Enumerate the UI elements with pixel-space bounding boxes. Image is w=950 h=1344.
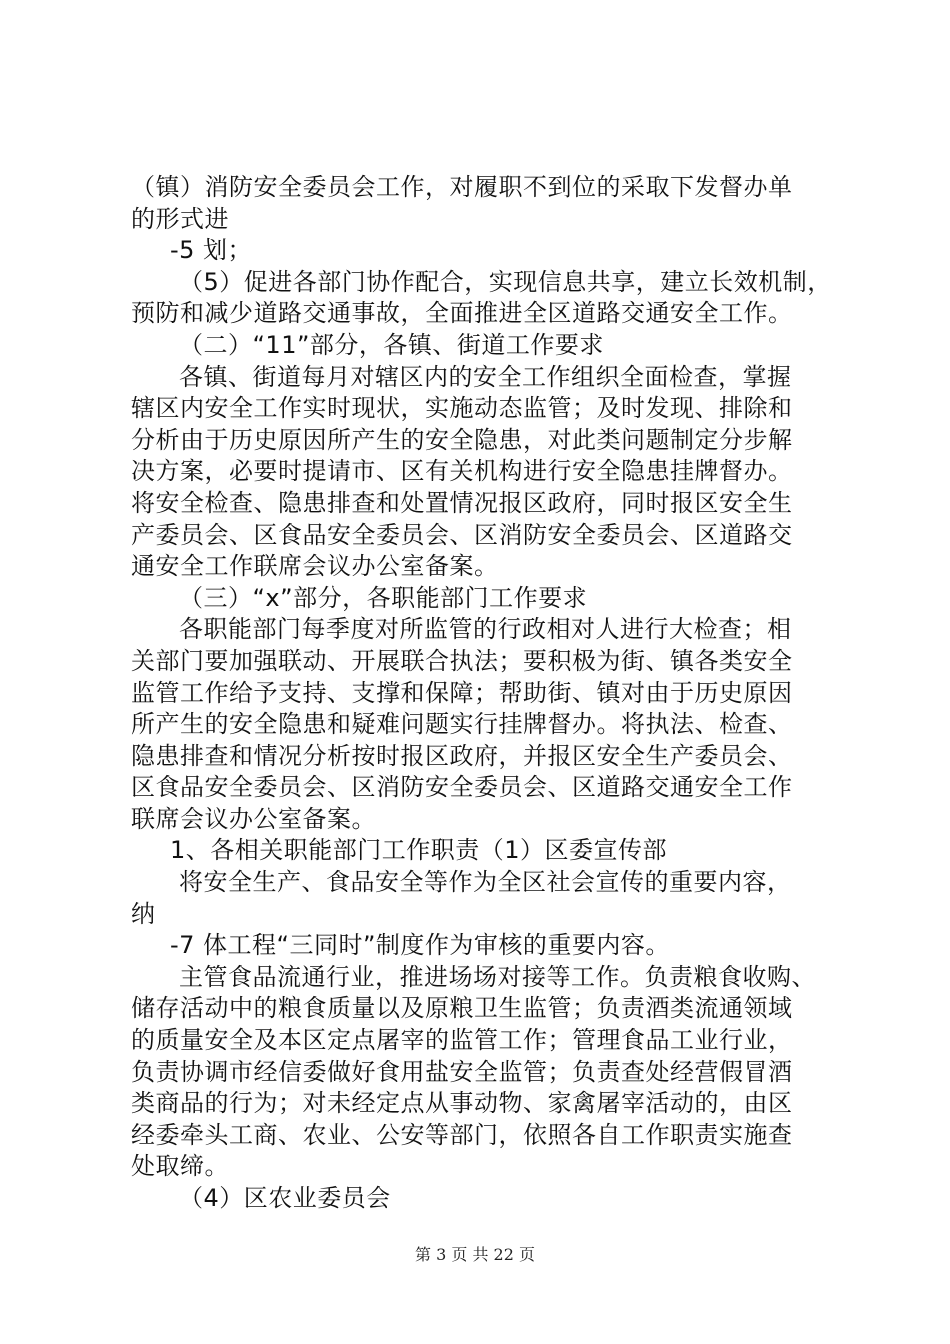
text-line: -5 划； bbox=[170, 236, 253, 265]
text-line: 各镇、街道每月对辖区内的安全工作组织全面检查，掌握 bbox=[179, 362, 792, 391]
text-line: -7 体工程“三同时”制度作为审核的重要内容。 bbox=[170, 931, 670, 960]
text-line: 通安全工作联席会议办公室备案。 bbox=[131, 552, 499, 581]
text-line: 负责协调市经信委做好食用盐安全监管；负责查处经营假冒酒 bbox=[131, 1057, 793, 1086]
text-line: （5）促进各部门协作配合，实现信息共享，建立长效机制， bbox=[179, 267, 832, 296]
text-line: 所产生的安全隐患和疑难问题实行挂牌督办。将执法、检查、 bbox=[131, 710, 793, 739]
text-line: 产委员会、区食品安全委员会、区消防安全委员会、区道路交 bbox=[131, 520, 793, 549]
text-line: 隐患排查和情况分析按时报区政府，并报区安全生产委员会、 bbox=[131, 741, 793, 770]
text-line: 类商品的行为；对未经定点从事动物、家禽屠宰活动的，由区 bbox=[131, 1089, 793, 1118]
text-line: 处取缔。 bbox=[131, 1152, 229, 1181]
text-line: 预防和减少道路交通事故，全面推进全区道路交通安全工作。 bbox=[131, 299, 793, 328]
text-line: 决方案，必要时提请市、区有关机构进行安全隐患挂牌督办。 bbox=[131, 457, 793, 486]
document-body bbox=[131, 172, 831, 1215]
text-line: 经委牵头工商、农业、公安等部门，依照各自工作职责实施查 bbox=[131, 1120, 793, 1149]
page-footer: 第 3 页 共 22 页 bbox=[415, 1245, 535, 1264]
text-line: 关部门要加强联动、开展联合执法；要积极为街、镇各类安全 bbox=[131, 646, 793, 675]
text-line: 的形式进 bbox=[131, 204, 229, 233]
text-line: 纳 bbox=[131, 899, 156, 928]
text-line: 主管食品流通行业，推进场场对接等工作。负责粮食收购、 bbox=[179, 962, 816, 991]
text-line: 区食品安全委员会、区消防安全委员会、区道路交通安全工作 bbox=[131, 773, 793, 802]
text-line: 辖区内安全工作实时现状，实施动态监管；及时发现、排除和 bbox=[131, 394, 793, 423]
text-line: （二）“11”部分，各镇、街道工作要求 bbox=[179, 330, 604, 359]
text-line: 的质量安全及本区定点屠宰的监管工作；管理食品工业行业， bbox=[131, 1026, 793, 1055]
text-line: （镇）消防安全委员会工作，对履职不到位的采取下发督办单 bbox=[131, 173, 793, 201]
text-line: 储存活动中的粮食质量以及原粮卫生监管；负责酒类流通领域 bbox=[131, 994, 793, 1023]
text-line: （三）“x”部分，各职能部门工作要求 bbox=[179, 583, 588, 612]
text-line: 1、各相关职能部门工作职责（1）区委宣传部 bbox=[170, 836, 668, 865]
text-line: 将安全检查、隐患排查和处置情况报区政府，同时报区安全生 bbox=[131, 488, 793, 517]
text-line: （4）区农业委员会 bbox=[179, 1184, 391, 1212]
text-line: 各职能部门每季度对所监管的行政相对人进行大检查；相 bbox=[179, 615, 792, 644]
text-line: 联席会议办公室备案。 bbox=[131, 804, 376, 833]
text-line: 将安全生产、食品安全等作为全区社会宣传的重要内容， bbox=[179, 868, 792, 897]
text-line: 监管工作给予支持、支撑和保障；帮助街、镇对由于历史原因 bbox=[131, 678, 793, 707]
text-line: 分析由于历史原因所产生的安全隐患，对此类问题制定分步解 bbox=[131, 425, 793, 454]
